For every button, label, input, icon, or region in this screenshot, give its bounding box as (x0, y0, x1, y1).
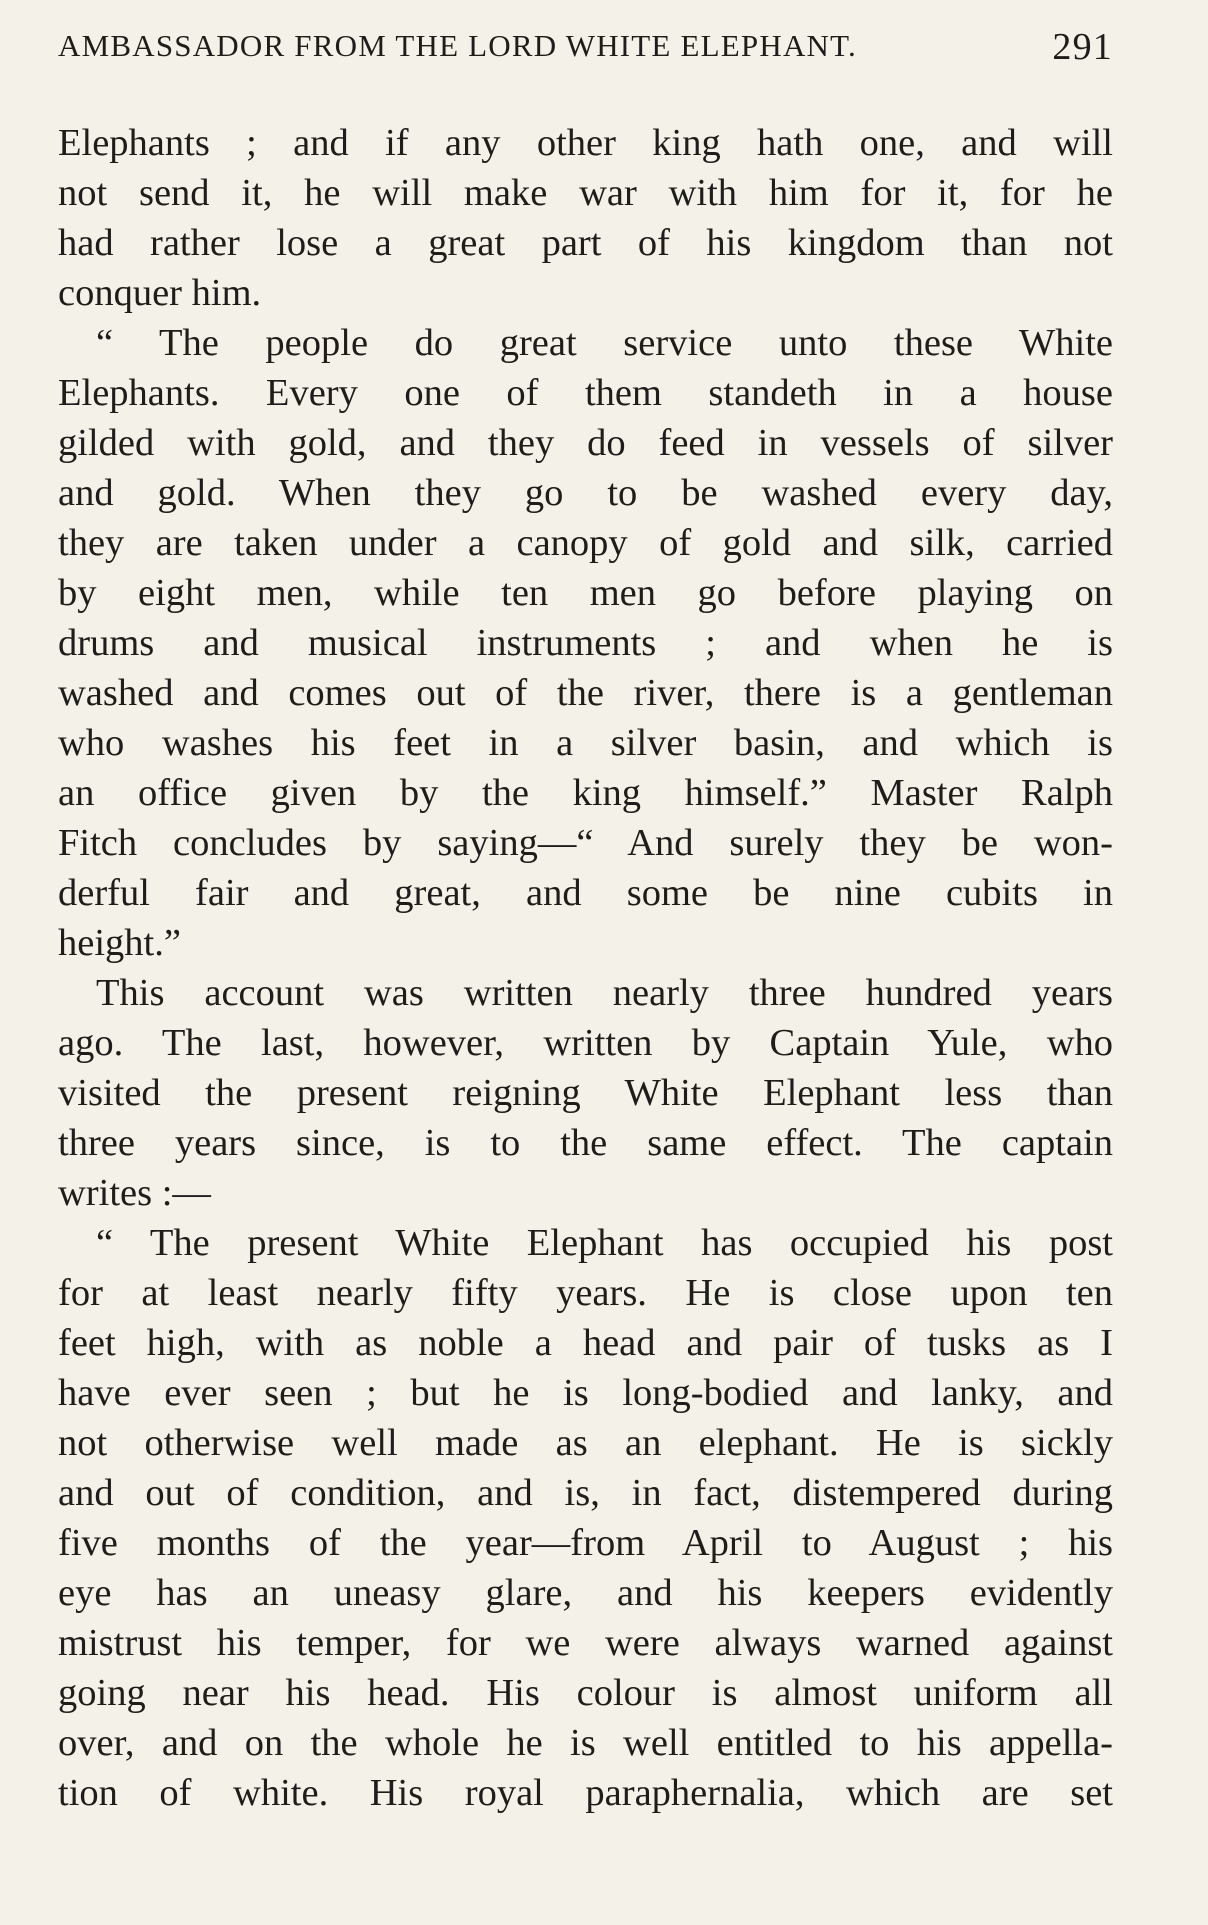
text-line: had rather lose a great part of his kingdom than not (58, 222, 1113, 264)
text-line: washed and comes out of the river, there is a gentleman (58, 672, 1113, 714)
text-line: over, and on the whole he is well entitled to his appella- (58, 1722, 1113, 1764)
body-text (58, 118, 1113, 1818)
text-line: who washes his feet in a silver basin, and which is (58, 722, 1113, 764)
text-line: have ever seen ; but he is long-bodied and lanky, and (58, 1372, 1113, 1414)
text-line: This account was written nearly three hundred years (96, 972, 1113, 1014)
text-line: tion of white. His royal paraphernalia, which are set (58, 1772, 1113, 1814)
text-line: “ The people do great service unto these White (96, 322, 1113, 364)
text-line: Elephants. Every one of them standeth in a house (58, 372, 1113, 414)
text-line: height.” (58, 922, 181, 964)
text-line: not otherwise well made as an elephant. He is sickly (58, 1422, 1113, 1464)
text-line: ago. The last, however, written by Captain Yule, who (58, 1022, 1113, 1064)
text-line: for at least nearly fifty years. He is close upon ten (58, 1272, 1113, 1314)
text-line: they are taken under a canopy of gold and silk, carried (58, 522, 1113, 564)
text-line: mistrust his temper, for we were always warned against (58, 1622, 1113, 1664)
text-line: visited the present reigning White Elephant less than (58, 1072, 1113, 1114)
text-line: conquer him. (58, 272, 262, 314)
text-line: Elephants ; and if any other king hath one, and will (58, 122, 1113, 164)
header-title: AMBASSADOR FROM THE LORD WHITE ELEPHANT. (58, 28, 857, 63)
text-line: three years since, is to the same effect. The captain (58, 1122, 1113, 1164)
text-line: not send it, he will make war with him for it, for he (58, 172, 1113, 214)
text-line: by eight men, while ten men go before playing on (58, 572, 1113, 614)
running-header (58, 28, 1113, 76)
text-line: an office given by the king himself.” Master Ralph (58, 772, 1113, 814)
text-line: and out of condition, and is, in fact, distempered during (58, 1472, 1113, 1514)
text-line: drums and musical instruments ; and when he is (58, 622, 1113, 664)
text-line: gilded with gold, and they do feed in vessels of silver (58, 422, 1113, 464)
text-line: and gold. When they go to be washed every day, (58, 472, 1113, 514)
text-line: “ The present White Elephant has occupied his post (96, 1222, 1113, 1264)
text-line: eye has an uneasy glare, and his keepers evidently (58, 1572, 1113, 1614)
text-line: feet high, with as noble a head and pair of tusks as I (58, 1322, 1113, 1364)
text-line: derful fair and great, and some be nine cubits in (58, 872, 1113, 914)
page-number: 291 (1052, 26, 1113, 68)
text-line: five months of the year—from April to August ; his (58, 1522, 1113, 1564)
text-line: writes :— (58, 1172, 211, 1214)
text-line: going near his head. His colour is almost uniform all (58, 1672, 1113, 1714)
text-line: Fitch concludes by saying—“ And surely they be won- (58, 822, 1113, 864)
